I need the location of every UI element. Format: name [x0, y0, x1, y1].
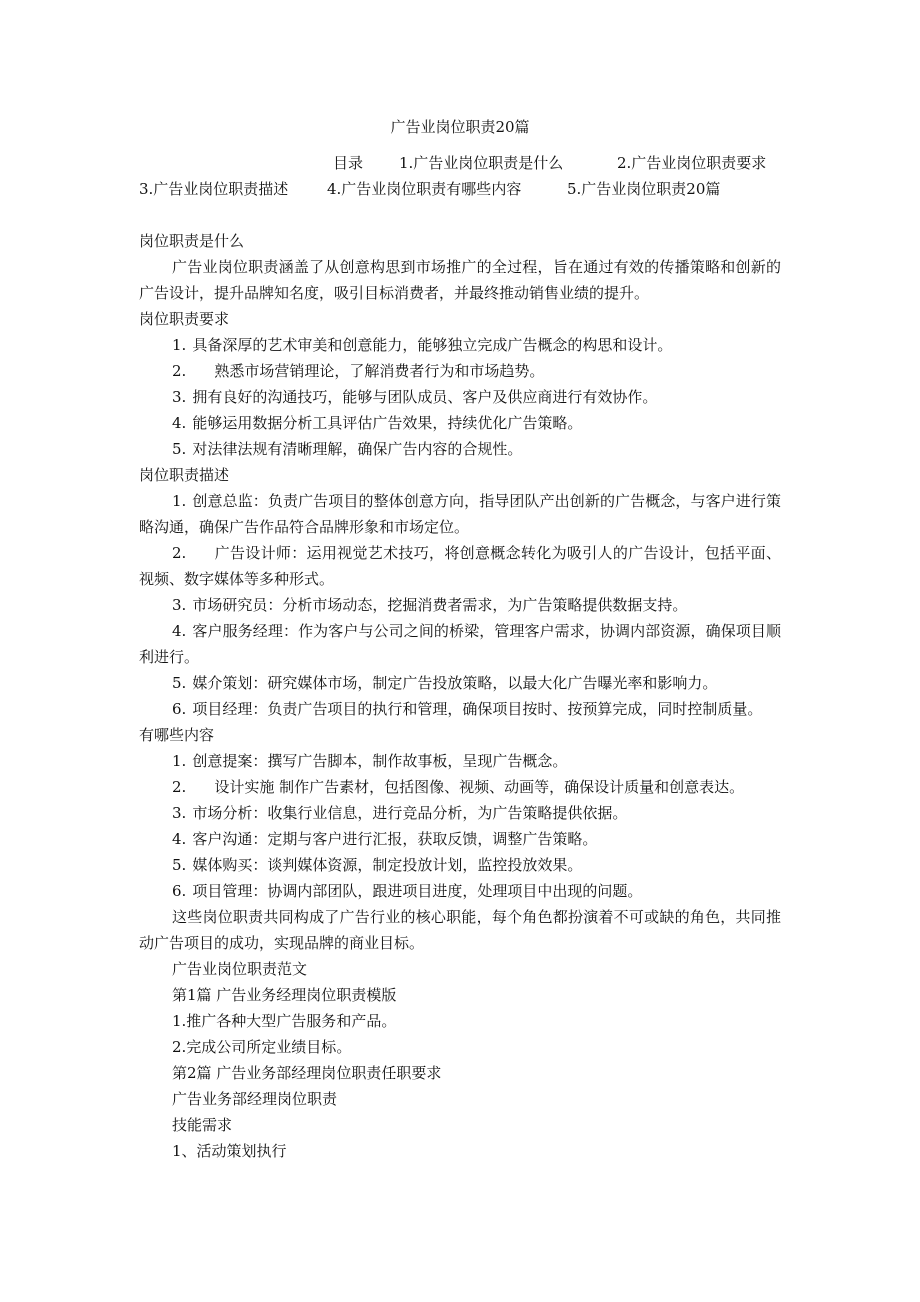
- sample-line: 1、活动策划执行: [172, 1142, 287, 1160]
- section-heading: 岗位职责要求: [139, 310, 230, 328]
- list-text: 创意总监：负责广告项目的整体创意方向，指导团队产出创新的广告概念，与客户进行策略沟通，确保广告作品符合品牌形象和市场定位。: [139, 492, 781, 536]
- list-item: [139, 410, 781, 436]
- list-text: 客户沟通：定期与客户进行汇报，获取反馈，调整广告策略。: [192, 830, 598, 848]
- section-heading: 岗位职责描述: [139, 466, 230, 484]
- list-number: 3.: [172, 388, 187, 406]
- list-number: 5.: [172, 440, 187, 458]
- document-title: 广告业岗位职责20篇: [390, 118, 530, 136]
- list-text: 设计实施 制作广告素材，包括图像、视频、动画等，确保设计质量和创意表达。: [214, 778, 745, 796]
- list-text: 具备深厚的艺术审美和创意能力，能够独立完成广告概念的构思和设计。: [192, 336, 673, 354]
- list-text: 创意提案：撰写广告脚本，制作故事板，呈现广告概念。: [192, 752, 568, 770]
- list-number: 5.: [172, 856, 187, 874]
- list-text: 项目管理：协调内部团队，跟进项目进度，处理项目中出现的问题。: [192, 882, 643, 900]
- list-item: [139, 436, 781, 462]
- section-heading: 岗位职责是什么: [139, 232, 245, 250]
- list-item: [139, 618, 781, 670]
- list-item: [139, 826, 781, 852]
- list-item: [139, 358, 781, 384]
- sample-line: 广告业务部经理岗位职责: [172, 1090, 338, 1108]
- list-text: 市场分析：收集行业信息，进行竞品分析，为广告策略提供依据。: [192, 804, 628, 822]
- list-text: 对法律法规有清晰理解，确保广告内容的合规性。: [192, 440, 523, 458]
- list-item: [139, 852, 781, 878]
- sample-line: 1.推广各种大型广告服务和产品。: [172, 1012, 397, 1030]
- list-number: 5.: [172, 674, 187, 692]
- toc-item[interactable]: 3.广告业岗位职责描述: [139, 180, 289, 198]
- sample-heading: 广告业岗位职责范文: [172, 960, 308, 978]
- list-text: 熟悉市场营销理论，了解消费者行为和市场趋势。: [214, 362, 545, 380]
- list-item: [139, 878, 781, 904]
- sample-line: 技能需求: [172, 1116, 233, 1134]
- toc-item[interactable]: 1.广告业岗位职责是什么: [399, 154, 564, 172]
- list-number: 1.: [172, 752, 187, 770]
- list-item: [139, 384, 781, 410]
- sample-title: 第2篇 广告业务部经理岗位职责任职要求: [172, 1064, 442, 1082]
- list-item: [139, 748, 781, 774]
- list-number: 3.: [172, 804, 187, 822]
- list-text: 拥有良好的沟通技巧，能够与团队成员、客户及供应商进行有效协作。: [192, 388, 658, 406]
- list-text: 客户服务经理：作为客户与公司之间的桥梁，管理客户需求，协调内部资源，确保项目顺利进行。: [139, 622, 781, 666]
- toc-item[interactable]: 4.广告业岗位职责有哪些内容: [327, 180, 522, 198]
- toc-item[interactable]: 5.广告业岗位职责20篇: [567, 180, 721, 198]
- list-text: 媒介策划：研究媒体市场，制定广告投放策略，以最大化广告曝光率和影响力。: [192, 674, 718, 692]
- list-number: 2.: [172, 544, 187, 562]
- list-item: [139, 592, 781, 618]
- list-number: 4.: [172, 622, 187, 640]
- list-item: [139, 774, 781, 800]
- toc-label: 目录: [333, 154, 364, 172]
- list-number: 6.: [172, 882, 187, 900]
- list-item: [139, 696, 781, 722]
- list-number: 1.: [172, 492, 187, 510]
- list-number: 6.: [172, 700, 187, 718]
- sample-line: 2.完成公司所定业绩目标。: [172, 1038, 352, 1056]
- sample-title: 第1篇 广告业务经理岗位职责模版: [172, 986, 397, 1004]
- section-paragraph: 广告业岗位职责涵盖了从创意构思到市场推广的全过程，旨在通过有效的传播策略和创新的广告设计，提升品牌知名度，吸引目标消费者，并最终推动销售业绩的提升。: [139, 258, 781, 302]
- list-number: 4.: [172, 414, 187, 432]
- list-number: 1.: [172, 336, 187, 354]
- list-number: 3.: [172, 596, 187, 614]
- list-item: [139, 800, 781, 826]
- list-text: 项目经理：负责广告项目的执行和管理，确保项目按时、按预算完成，同时控制质量。: [192, 700, 763, 718]
- list-number: 4.: [172, 830, 187, 848]
- list-text: 广告设计师：运用视觉艺术技巧，将创意概念转化为吸引人的广告设计，包括平面、视频、数字媒体等多种形式。: [139, 544, 781, 588]
- table-of-contents: [139, 150, 781, 204]
- toc-item[interactable]: 2.广告业岗位职责要求: [617, 154, 767, 172]
- list-item: [139, 670, 781, 696]
- section-heading: 有哪些内容: [139, 726, 215, 744]
- list-number: 2.: [172, 778, 187, 796]
- summary-paragraph: 这些岗位职责共同构成了广告行业的核心职能，每个角色都扮演着不可或缺的角色，共同推动广告项目的成功，实现品牌的商业目标。: [139, 908, 781, 952]
- list-text: 能够运用数据分析工具评估广告效果，持续优化广告策略。: [192, 414, 583, 432]
- list-item: [139, 488, 781, 540]
- document-content: [139, 114, 781, 1164]
- list-number: 2.: [172, 362, 187, 380]
- list-item: [139, 540, 781, 592]
- list-item: [139, 332, 781, 358]
- list-text: 媒体购买：谈判媒体资源，制定投放计划，监控投放效果。: [192, 856, 583, 874]
- list-text: 市场研究员：分析市场动态，挖掘消费者需求，为广告策略提供数据支持。: [192, 596, 688, 614]
